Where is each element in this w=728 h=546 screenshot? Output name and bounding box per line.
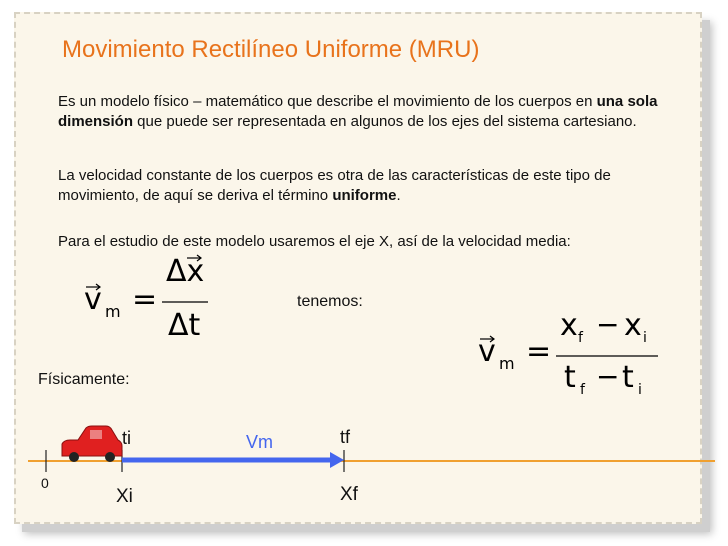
formula2-num-x: x	[560, 308, 578, 343]
formula1-equals: =	[132, 282, 158, 317]
formula2-num-f: f	[578, 330, 583, 346]
slide-title: Movimiento Rectilíneo Uniforme (MRU)	[62, 36, 480, 63]
formula1-v: v	[84, 282, 102, 317]
velocity-arrow-head-icon	[330, 452, 344, 468]
paragraph-definition-bold: una sola dimensión	[58, 93, 658, 130]
label-vm: Vm	[246, 432, 273, 452]
paragraph-definition-text-b: que puede ser representada en algunos de los ejes del sistema cartesiano.	[133, 113, 637, 130]
formula2-num-i: i	[643, 330, 647, 346]
paragraph-velocity-text-a: La velocidad constante de los cuerpos es otra de las características de este tipo de movimiento, de aquí se deriva el término	[58, 167, 611, 204]
paragraph-velocity-text-b: .	[396, 187, 401, 204]
formula2-num-minus: −	[596, 308, 620, 341]
formula2-den-i: i	[638, 382, 642, 398]
label-xi: Xi	[116, 486, 133, 507]
paragraph-definition-text-a: Es un modelo físico – matemático que describe el movimiento de los cuerpos en	[58, 93, 597, 110]
car-icon	[62, 426, 122, 462]
paragraph-velocity-bold: uniforme	[332, 187, 397, 204]
label-origin: 0	[41, 475, 49, 491]
formula2-sub-m: m	[499, 354, 515, 373]
fisicamente-label: Físicamente:	[38, 371, 130, 388]
formula2-den-t: t	[564, 360, 576, 395]
formula2-equals: =	[526, 334, 552, 369]
label-tf: tf	[340, 427, 351, 447]
paragraph-axis: Para el estudio de este modelo usaremos el eje X, así de la velocidad media:	[58, 233, 571, 250]
tenemos-label: tenemos:	[297, 293, 363, 310]
formula2-den-t2: t	[622, 360, 634, 395]
formula2-num-x2: x	[624, 308, 642, 343]
formula1-numerator: Δx	[166, 254, 205, 289]
formula2-den-f: f	[580, 382, 585, 398]
formula1-sub-m: m	[105, 302, 121, 321]
formula1-denominator: Δt	[168, 308, 201, 343]
formula2-den-minus: −	[596, 360, 620, 393]
label-ti: ti	[122, 428, 131, 448]
label-xf: Xf	[340, 484, 358, 505]
formula2-v: v	[478, 334, 496, 369]
